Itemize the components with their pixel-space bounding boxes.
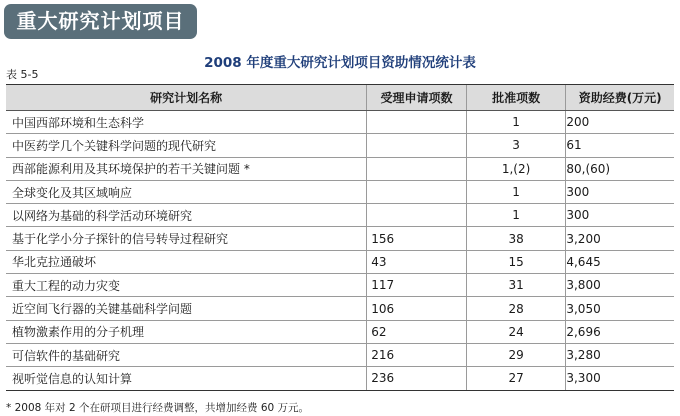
funding-cell: 3,050	[566, 297, 674, 320]
table-header-row	[6, 85, 674, 111]
accepted-cell: 236	[367, 367, 467, 390]
approved-cell: 15	[466, 250, 566, 273]
approved-cell: 28	[466, 297, 566, 320]
plan-name-cell: 中医药学几个关键科学问题的现代研究	[6, 134, 367, 157]
table-row	[6, 157, 674, 180]
funding-cell: 200	[566, 111, 674, 134]
footnote: * 2008 年对 2 个在研项目进行经费调整，共增加经费 60 万元。	[6, 402, 310, 414]
plan-name-cell: 西部能源利用及其环境保护的若干关键问题 *	[6, 157, 367, 180]
plan-name-cell: 基于化学小分子探针的信号转导过程研究	[6, 227, 367, 250]
approved-cell: 31	[466, 274, 566, 297]
table-row	[6, 297, 674, 320]
approved-cell: 27	[466, 367, 566, 390]
approved-cell: 3	[466, 134, 566, 157]
table-row	[6, 134, 674, 157]
accepted-cell	[367, 134, 467, 157]
accepted-cell	[367, 180, 467, 203]
table-row	[6, 180, 674, 203]
header-plan-name: 研究计划名称	[6, 85, 367, 111]
section-banner: 重大研究计划项目	[4, 4, 197, 39]
plan-name-cell: 中国西部环境和生态科学	[6, 111, 367, 134]
accepted-cell: 106	[367, 297, 467, 320]
table-row	[6, 343, 674, 366]
funding-table	[6, 84, 674, 391]
table-row	[6, 227, 674, 250]
header-accepted: 受理申请项数	[367, 85, 467, 111]
accepted-cell: 216	[367, 343, 467, 366]
table-number: 表 5-5	[6, 68, 39, 81]
approved-cell: 29	[466, 343, 566, 366]
funding-cell: 300	[566, 204, 674, 227]
header-funding: 资助经费(万元)	[566, 85, 674, 111]
funding-cell: 80,(60)	[566, 157, 674, 180]
accepted-cell	[367, 157, 467, 180]
table-row	[6, 111, 674, 134]
plan-name-cell: 重大工程的动力灾变	[6, 274, 367, 297]
funding-cell: 3,800	[566, 274, 674, 297]
table-row	[6, 274, 674, 297]
funding-cell: 300	[566, 180, 674, 203]
table-row	[6, 250, 674, 273]
accepted-cell: 62	[367, 320, 467, 343]
approved-cell: 1	[466, 180, 566, 203]
plan-name-cell: 植物激素作用的分子机理	[6, 320, 367, 343]
accepted-cell: 156	[367, 227, 467, 250]
table-title: 2008 年度重大研究计划项目资助情况统计表	[204, 55, 476, 71]
table-body	[6, 111, 674, 391]
header-approved: 批准项数	[466, 85, 566, 111]
funding-cell: 3,200	[566, 227, 674, 250]
accepted-cell: 43	[367, 250, 467, 273]
accepted-cell	[367, 111, 467, 134]
funding-cell: 61	[566, 134, 674, 157]
funding-cell: 3,300	[566, 367, 674, 390]
funding-cell: 2,696	[566, 320, 674, 343]
approved-cell: 24	[466, 320, 566, 343]
approved-cell: 1,(2)	[466, 157, 566, 180]
accepted-cell	[367, 204, 467, 227]
approved-cell: 1	[466, 204, 566, 227]
funding-cell: 3,280	[566, 343, 674, 366]
approved-cell: 1	[466, 111, 566, 134]
funding-cell: 4,645	[566, 250, 674, 273]
plan-name-cell: 华北克拉通破坏	[6, 250, 367, 273]
plan-name-cell: 以网络为基础的科学活动环境研究	[6, 204, 367, 227]
table-row	[6, 204, 674, 227]
plan-name-cell: 视听觉信息的认知计算	[6, 367, 367, 390]
table-row	[6, 367, 674, 390]
plan-name-cell: 全球变化及其区域响应	[6, 180, 367, 203]
approved-cell: 38	[466, 227, 566, 250]
plan-name-cell: 可信软件的基础研究	[6, 343, 367, 366]
accepted-cell: 117	[367, 274, 467, 297]
plan-name-cell: 近空间飞行器的关键基础科学问题	[6, 297, 367, 320]
table-row	[6, 320, 674, 343]
